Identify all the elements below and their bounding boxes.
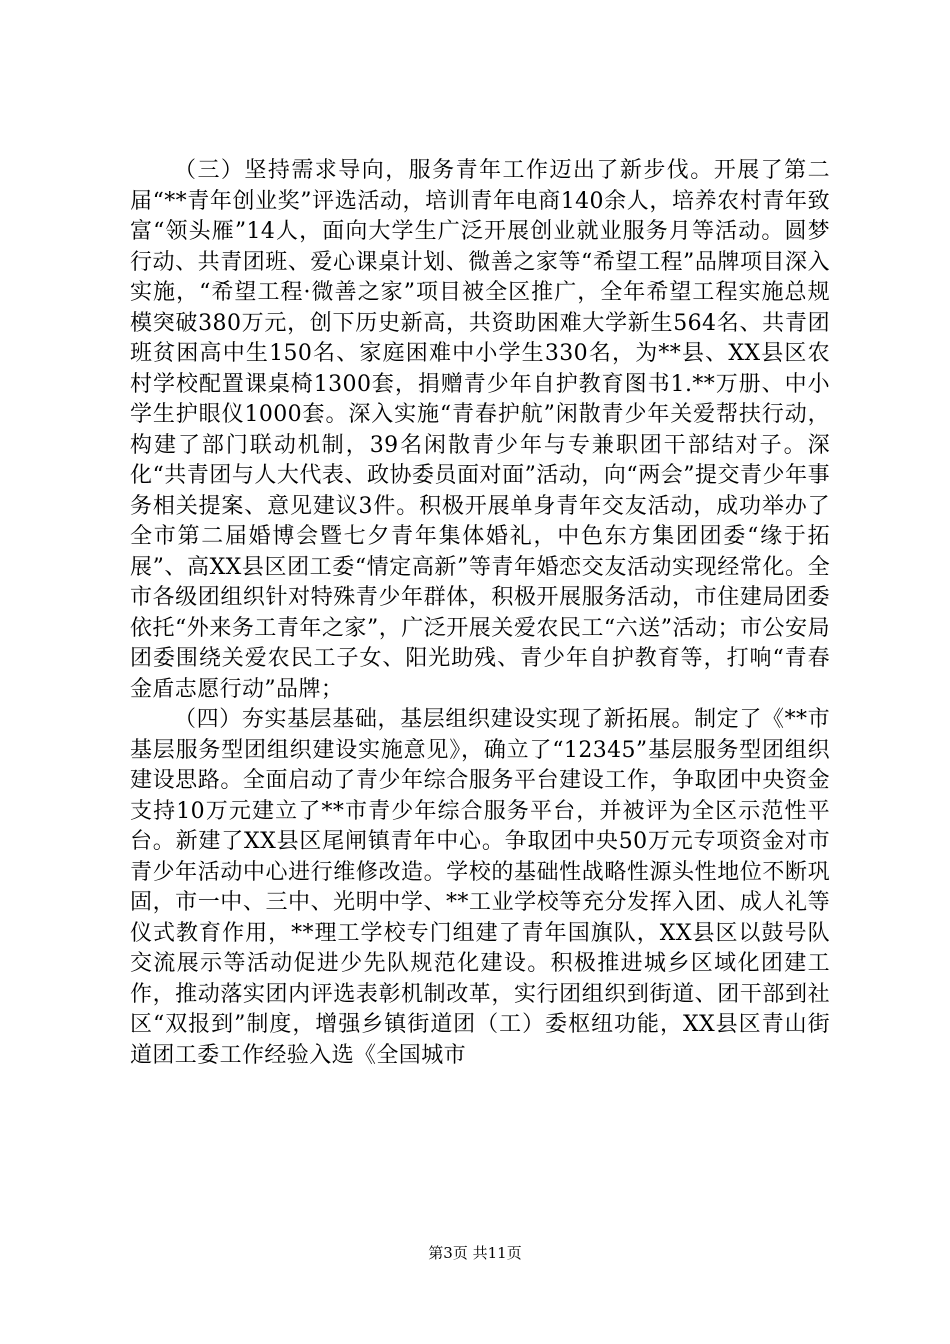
paragraph-grassroots-organization: （四）夯实基层基础，基层组织建设实现了新拓展。制定了《**市基层服务型团组织建设实施意见》，确立了“12345”基层服务型团组织建设思路。全面启动了青少年综合服务平台建设工作，争取团中央资金支持10万元建立了**市青少年综合服务平台，并被评为全区示范性平台。新建了XX县区尾闸镇青年中心。争取团中央50万元专项资金对市青少年活动中心进行维修改造。学校的基础性战略性源头性地位不断巩固，市一中、三中、光明中学、**工业学校等充分发挥入团、成人礼等仪式教育作用，**理工学校专门组建了青年国旗队，XX县区以鼓号队交流展示等活动促进少先队规范化建设。积极推进城乡区域化团建工作，推动落实团内评选表彰机制改革，实行团组织到街道、团干部到社区“双报到”制度，增强乡镇街道团（工）委枢纽功能，XX县区青山街道团工委工作经验入选《全国城市	[130, 707, 830, 1068]
paragraph-youth-services: （三）坚持需求导向，服务青年工作迈出了新步伐。开展了第二届“**青年创业奖”评选活动，培训青年电商140余人，培养农村青年致富“领头雁”14人，面向大学生广泛开展创业就业服务月等活动。圆梦行动、共青团班、爱心课桌计划、微善之家等“希望工程”品牌项目深入实施，“希望工程·微善之家”项目被全区推广，全年希望工程实施总规模突破380万元，创下历史新高，共资助困难大学新生564名、共青团班贫困高中生150名、家庭困难中小学生330名，为**县、XX县区农村学校配置课桌椅1300套，捐赠青少年自护教育图书1.**万册、中小学生护眼仪1000套。深入实施“青春护航”闲散青少年关爱帮扶行动，构建了部门联动机制，39名闲散青少年与专兼职团干部结对子。深化“共青团与人大代表、政协委员面对面”活动，向“两会”提交青少年事务相关提案、意见建议3件。积极开展单身青年交友活动，成功举办了全市第二届婚博会暨七夕青年集体婚礼，中色东方集团团委“缘于拓展”、高XX县区团工委“情定高新”等青年婚恋交友活动实现经常化。全市各级团组织针对特殊青少年群体，积极开展服务活动，市住建局团委依托“外来务工青年之家”，广泛开展关爱农民工“六送”活动；市公安局团委围绕关爱农民工子女、阳光助残、青少年自护教育等，打响“青春金盾志愿行动”品牌；	[130, 158, 830, 702]
document-body	[130, 156, 830, 1071]
page-number-footer: 第3页 共11页	[428, 1244, 522, 1262]
